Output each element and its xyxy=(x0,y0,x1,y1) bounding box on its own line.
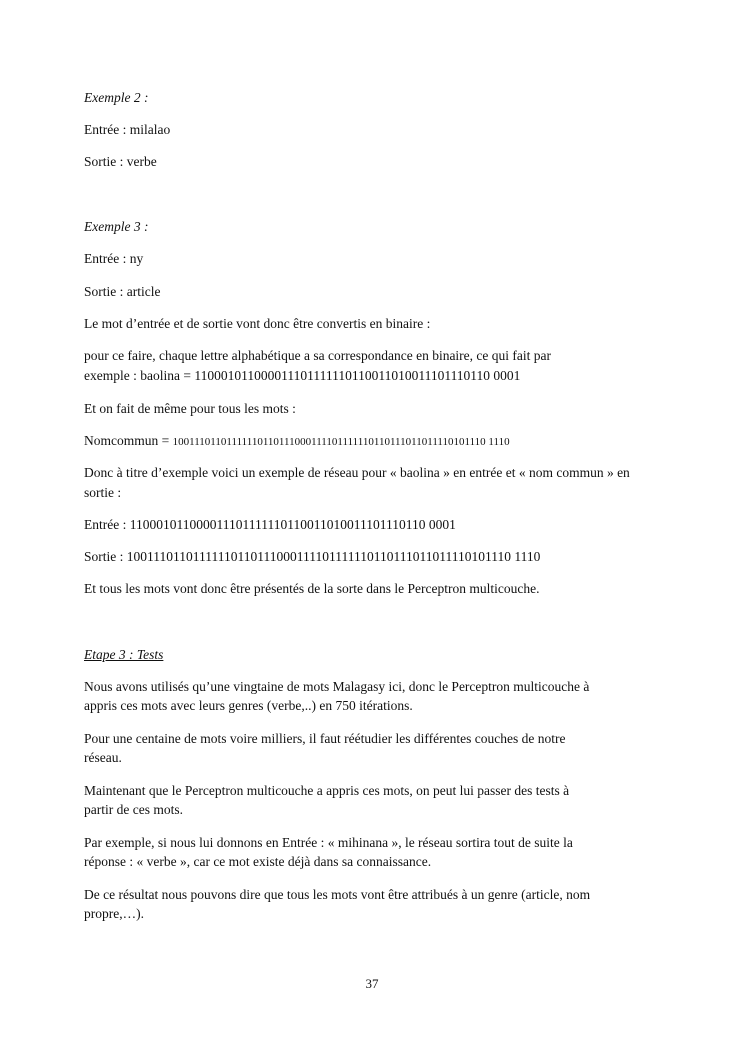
page-number: 37 xyxy=(365,976,379,991)
same-for-all: Et on fait de même pour tous les mots : xyxy=(84,401,296,416)
example-2-output: Sortie : verbe xyxy=(84,154,157,169)
nomcommun-line xyxy=(84,432,510,451)
step-3-p4-line-2: réponse : « verbe », car ce mot existe déjà dans sa connaissance. xyxy=(84,854,432,869)
correspondence-line-2: exemple : baolina = 110001011000011101111110110011010011101110110 0001 xyxy=(84,368,521,383)
step-3-p4-line-1: Par exemple, si nous lui donnons en Entrée : « mihinana », le réseau sortira tout de suite la xyxy=(84,835,573,850)
example-3-input: Entrée : ny xyxy=(84,251,144,266)
nomcommun-label: Nomcommun = xyxy=(84,433,173,448)
step-3-title: Etape 3 : Tests xyxy=(84,647,164,662)
step-3-p5-line-1: De ce résultat nous pouvons dire que tous les mots vont être attribués à un genre (article, nom xyxy=(84,887,591,902)
convert-intro: Le mot d’entrée et de sortie vont donc être convertis en binaire : xyxy=(84,316,431,331)
step-3-p1-line-2: appris ces mots avec leurs genres (verbe,..) en 750 itérations. xyxy=(84,698,413,713)
nomcommun-binary: 10011101101111110110111000111101111110110111011011110101110 1110 xyxy=(172,436,510,448)
example-3-output: Sortie : article xyxy=(84,284,161,299)
step-3-p5-line-2: propre,…). xyxy=(84,906,144,921)
step-3-p2-line-2: réseau. xyxy=(84,750,122,765)
network-input: Entrée : 110001011000011101111110110011010011101110110 0001 xyxy=(84,517,456,532)
correspondence-line-1: pour ce faire, chaque lettre alphabétique a sa correspondance en binaire, ce qui fait par xyxy=(84,348,552,363)
network-example-line-1: Donc à titre d’exemple voici un exemple de réseau pour « baolina » en entrée et « nom commun » en xyxy=(84,465,630,480)
network-output: Sortie : 10011101101111110110111000111101111110110111011011110101110 1110 xyxy=(84,549,541,564)
step-3-p1-line-1: Nous avons utilisés qu’une vingtaine de mots Malagasy ici, donc le Perceptron multicouche à xyxy=(84,679,590,694)
step-3-p3-line-2: partir de ces mots. xyxy=(84,802,183,817)
example-3-title: Exemple 3 : xyxy=(84,219,149,234)
step-3-p3-line-1: Maintenant que le Perceptron multicouche a appris ces mots, on peut lui passer des tests à xyxy=(84,783,570,798)
example-2-title: Exemple 2 : xyxy=(84,90,149,105)
example-2-input: Entrée : milalao xyxy=(84,122,171,137)
network-example-line-2: sortie : xyxy=(84,485,122,500)
step-3-p2-line-1: Pour une centaine de mots voire milliers, il faut réétudier les différentes couches de notre xyxy=(84,731,566,746)
presented-sentence: Et tous les mots vont donc être présentés de la sorte dans le Perceptron multicouche. xyxy=(84,581,540,596)
